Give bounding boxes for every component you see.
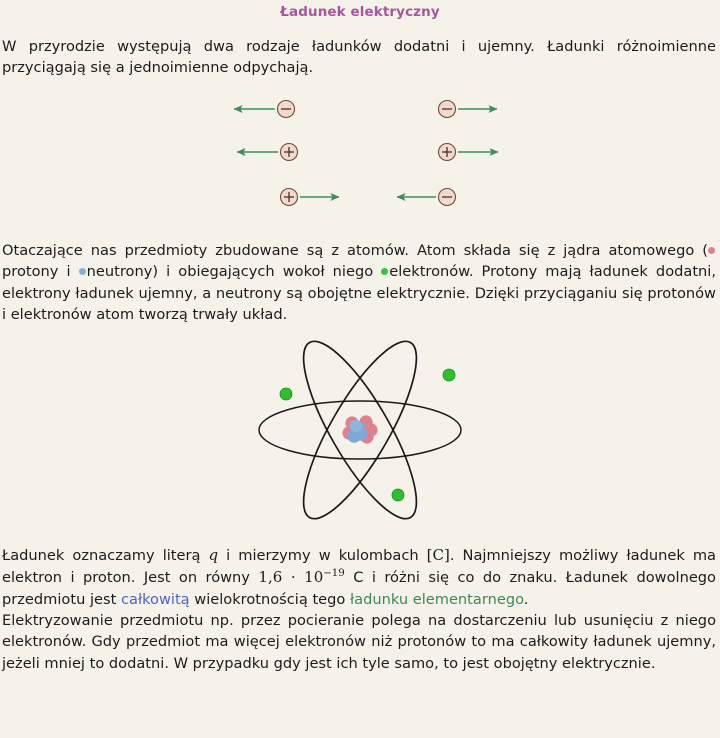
- elementary-charge-exponent: −19: [323, 568, 345, 580]
- charge-definition-paragraph: [0, 544, 720, 610]
- electron-upper-left: [280, 388, 292, 400]
- charge-row-3: [234, 100, 497, 117]
- charge-row-2: [237, 143, 498, 160]
- elementary-charge-unit: C: [344, 569, 364, 587]
- charge-text-part5: wielokrotnością tego: [189, 590, 350, 608]
- charge-text-part1: Ładunek oznaczamy literą: [2, 546, 209, 564]
- atom-neutrons-label: neutrony: [86, 263, 153, 281]
- charge-unit-coulomb: [C]: [426, 545, 450, 564]
- charge-text-part3: . Najmniejszy możliwy ładunek ma elektron i proton. Jest on równy: [2, 546, 716, 587]
- neutron-legend-dot: [79, 268, 86, 275]
- elementary-charge-mantissa: 1,6 · 10: [258, 568, 324, 587]
- charge-plus-r1-left: [281, 188, 298, 205]
- charge-symbol-q: q: [208, 545, 219, 564]
- page-title: Ładunek elektryczny: [280, 4, 440, 20]
- atom-electrons-label: elektronów: [389, 263, 469, 281]
- link-calkowita[interactable]: całkowitą: [120, 590, 190, 608]
- charge-minus-r1-right: [439, 188, 456, 205]
- atom-paragraph: [0, 240, 720, 326]
- charge-plus-r2-right: [439, 143, 456, 160]
- charge-text-part6: .: [523, 590, 529, 608]
- charge-minus-r3-left: [278, 100, 295, 117]
- proton-legend-dot: [708, 247, 715, 254]
- electron-lower-right: [392, 489, 404, 501]
- atom-text-part1: Otaczające nas przedmioty zbudowane są z atomów. Atom składa się z jądra atomowego (: [2, 241, 708, 259]
- electron-upper-right: [443, 369, 455, 381]
- charge-plus-r2-left: [281, 143, 298, 160]
- charge-minus-r3-right: [439, 100, 456, 117]
- atom-nucleus: [342, 415, 377, 443]
- charge-text-part2: i mierzymy w kulombach: [218, 546, 427, 564]
- physics-document-page: [0, 4, 720, 738]
- charge-row-1: [281, 188, 456, 205]
- charge-text-part4: i różni się co do znaku. Ładunek dowolnego przedmiotu jest: [2, 569, 716, 608]
- atom-model-figure: [0, 338, 720, 528]
- intro-paragraph: W przyrodzie występują dwa rodzaje ładunków dodatni i ujemny. Ładunki różnoimienne przyciągają się a jednoimienne odpychają.: [2, 38, 716, 77]
- atom-text-part3: . Protony mają ładunek dodatni, elektrony ładunek ujemny, a neutrony są obojętne elektrycznie. Dzięki przyciąganiu się protonów i elektronów atom tworzą trwały układ.: [2, 263, 716, 324]
- atom-protons-label: protony i: [2, 263, 79, 281]
- link-ladunek-elementarny[interactable]: ładunku elementarnego: [349, 590, 524, 608]
- elementary-charge-value: [258, 568, 344, 586]
- charge-interaction-figure: [0, 87, 720, 222]
- electron-legend-dot: [381, 268, 388, 275]
- electrification-paragraph: Elektryzowanie przedmiotu np. przez pocieranie polega na dostarczeniu lub usunięciu z niego elektronów. Gdy przedmiot ma więcej elektronów niż protonów to ma całkowity ładunek ujemny, jeżeli mniej to dodatni. W przypadku gdy jest ich tyle samo, to jest obojętny elektrycznie.: [2, 611, 716, 672]
- atom-text-part2: ) i obiegających wokoł niego: [152, 263, 382, 281]
